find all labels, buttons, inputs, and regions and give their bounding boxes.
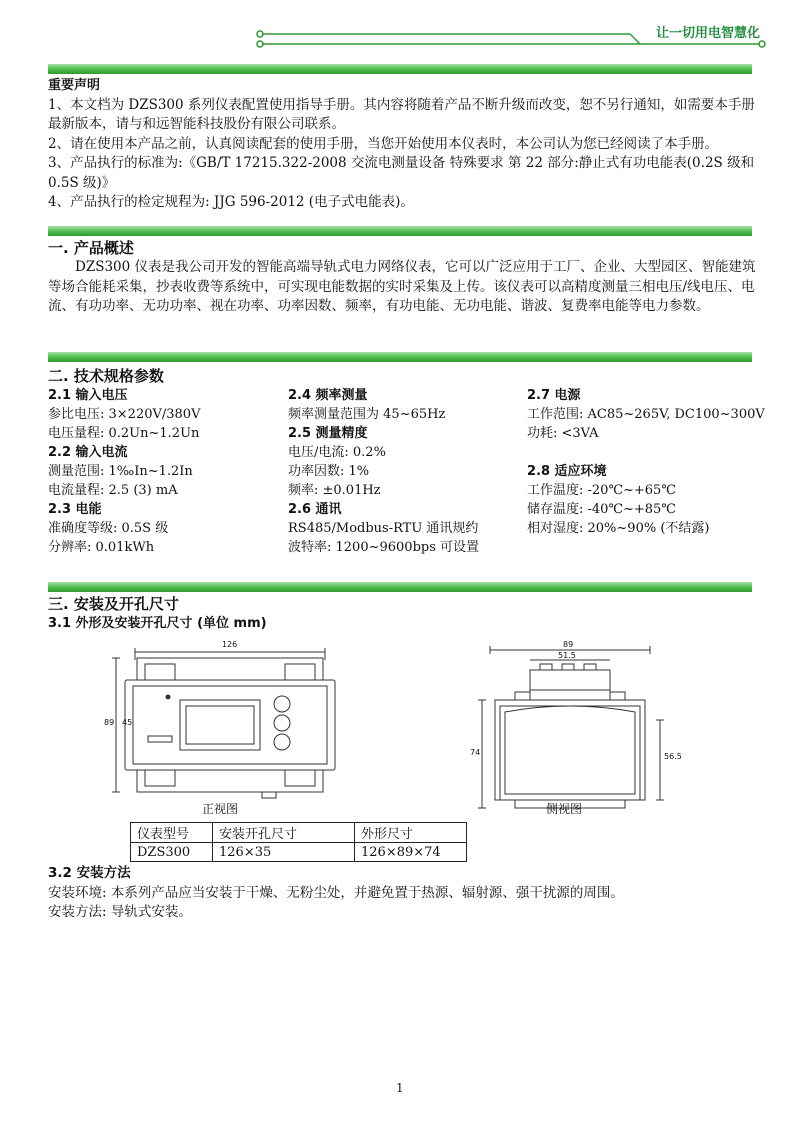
specs-title: 二. 技术规格参数 bbox=[48, 367, 164, 385]
spec-input-voltage-title: 2.1 输入电压 bbox=[48, 388, 128, 403]
spec-line: 电压/电流: 0.2% bbox=[288, 445, 386, 460]
spec-line: 波特率: 1200~9600bps 可设置 bbox=[288, 540, 480, 555]
specs-column-2 bbox=[288, 386, 518, 557]
spec-line: 测量范围: 1‰In~1.2In bbox=[48, 464, 193, 479]
declaration-item: 1、本文档为 DZS300 系列仪表配置使用指导手册。其内容将随着产品不断升级而改变，恕不另行通知，如需要本手册最新版本，请与和远智能科技股份有限公司联系。 bbox=[48, 96, 755, 132]
spec-line: 频率: ±0.01Hz bbox=[288, 483, 381, 498]
side-view-caption: 侧视图 bbox=[546, 802, 583, 816]
section-divider-bar bbox=[48, 64, 752, 74]
declaration-item: 2、请在使用本产品之前，认真阅读配套的使用手册，当您开始使用本仪表时，本公司认为您已经阅读了本手册。 bbox=[48, 135, 719, 152]
install-title: 三. 安装及开孔尺寸 bbox=[48, 595, 179, 613]
table-header-row bbox=[131, 823, 467, 843]
spec-line: 频率测量范围为 45~65Hz bbox=[288, 407, 446, 422]
spec-frequency-title: 2.4 频率测量 bbox=[288, 388, 368, 403]
declaration-section bbox=[48, 76, 760, 213]
table-header-cell: 安装开孔尺寸 bbox=[213, 823, 355, 843]
spec-power-title: 2.7 电源 bbox=[527, 388, 581, 403]
declaration-item: 3、产品执行的标准为:《GB/T 17215.322-2008 交流电测量设备 特殊要求 第 22 部分:静止式有功电能表(0.2S 级和 0.5S 级)》 bbox=[48, 155, 755, 191]
dimension-diagrams bbox=[0, 640, 800, 820]
install-environment-text: 安装环境: 本系列产品应当安装于干燥、无粉尘处，并避免置于热源、辐射源、强干扰源的周围。 bbox=[48, 884, 624, 901]
spec-line: 工作温度: -20℃~+65℃ bbox=[527, 483, 676, 498]
front-view-caption: 正视图 bbox=[202, 802, 239, 816]
spec-line: 相对湿度: 20%~90% (不结露) bbox=[527, 521, 710, 536]
table-cell: 126×35 bbox=[213, 843, 355, 862]
side-dim-top: 89 bbox=[563, 640, 574, 649]
side-view-drawing bbox=[0, 640, 800, 820]
table-cell: 126×89×74 bbox=[355, 843, 467, 862]
overview-section bbox=[48, 238, 760, 317]
overview-title: 一. 产品概述 bbox=[48, 239, 134, 257]
table-header-cell: 仪表型号 bbox=[131, 823, 213, 843]
spec-line: 分辨率: 0.01kWh bbox=[48, 540, 155, 555]
spec-environment-title: 2.8 适应环境 bbox=[527, 464, 607, 479]
front-dim-width: 126 bbox=[222, 640, 238, 649]
install-method-title: 3.2 安装方法 bbox=[48, 865, 131, 881]
section-divider-bar bbox=[48, 582, 752, 592]
section-divider-bar bbox=[48, 226, 752, 236]
spec-line: 工作范围: AC85~265V, DC100~300V bbox=[527, 407, 765, 422]
spec-line: 电压量程: 0.2Un~1.2Un bbox=[48, 426, 200, 441]
declaration-title: 重要声明 bbox=[48, 78, 101, 93]
page-header bbox=[0, 0, 800, 60]
table-row bbox=[131, 843, 467, 862]
spec-comm-title: 2.6 通讯 bbox=[288, 502, 342, 517]
page-number: 1 bbox=[396, 1081, 404, 1095]
specs-column-3 bbox=[527, 386, 767, 538]
spacer bbox=[527, 443, 767, 462]
overview-body: DZS300 仪表是我公司开发的智能高端导轨式电力网络仪表，它可以广泛应用于工厂、企业、大型园区、智能建筑等场合能耗采集，抄表收费等系统中，可实现电能数据的实时采集及上传。该仪表可以高精度测量三相电压/线电压、电流、有功功率、无功功率、视在功率、功率因数、频率，有功电能、无功电能、谐波、复费率电能等电力参数。 bbox=[48, 259, 756, 314]
front-dim-height: 89 bbox=[104, 718, 115, 727]
spec-energy-title: 2.3 电能 bbox=[48, 502, 102, 517]
spec-line: 电流量程: 2.5 (3) mA bbox=[48, 483, 178, 498]
side-dim-right: 56.5 bbox=[664, 752, 682, 761]
install-method-text: 安装方法: 导轨式安装。 bbox=[48, 904, 192, 920]
spec-line: RS485/Modbus-RTU 通讯规约 bbox=[288, 521, 479, 536]
specs-title-block bbox=[48, 366, 760, 386]
front-dim-inner: 45 bbox=[122, 718, 133, 727]
spec-line: 参比电压: 3×220V/380V bbox=[48, 407, 201, 422]
side-dim-top-inner: 51.5 bbox=[558, 651, 576, 660]
section-divider-bar bbox=[48, 352, 752, 362]
specs-column-1 bbox=[48, 386, 278, 557]
dimensions-table bbox=[130, 822, 467, 862]
spec-input-current-title: 2.2 输入电流 bbox=[48, 445, 128, 460]
spec-line: 储存温度: -40℃~+85℃ bbox=[527, 502, 676, 517]
side-dim-left: 74 bbox=[470, 748, 481, 757]
table-cell: DZS300 bbox=[131, 843, 213, 862]
spec-accuracy-title: 2.5 测量精度 bbox=[288, 426, 368, 441]
spec-line: 功率因数: 1% bbox=[288, 464, 370, 479]
spec-line: 准确度等级: 0.5S 级 bbox=[48, 521, 169, 536]
declaration-item: 4、产品执行的检定规程为: JJG 596-2012 (电子式电能表)。 bbox=[48, 194, 414, 210]
install-section-head bbox=[48, 594, 760, 634]
spec-line: 功耗: <3VA bbox=[527, 426, 599, 441]
header-slogan: 让一切用电智慧化 bbox=[655, 26, 760, 41]
install-subtitle-dimensions: 3.1 外形及安装开孔尺寸 (单位 mm) bbox=[48, 616, 267, 631]
table-header-cell: 外形尺寸 bbox=[355, 823, 467, 843]
install-method-section bbox=[48, 864, 760, 923]
